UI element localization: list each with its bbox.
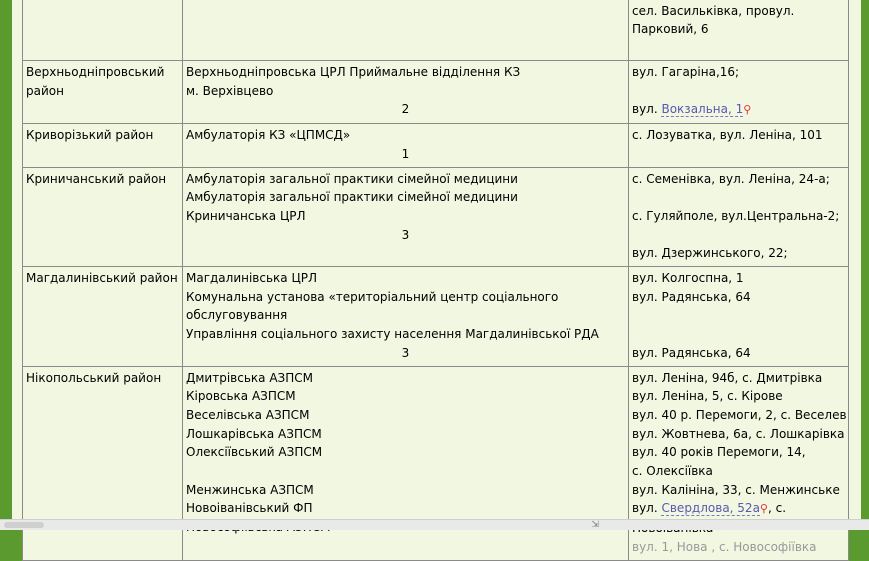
address-line: вул. 1, Нова , с. Новософіївка xyxy=(632,539,817,554)
institutions-cell xyxy=(183,0,629,61)
district-name: Верхньодніпровський район xyxy=(26,65,165,98)
institution-line: Магдалинівська ЦРЛ xyxy=(186,270,318,285)
table-row xyxy=(23,167,849,266)
table-row xyxy=(23,0,849,61)
institution-count: 2 xyxy=(401,102,410,117)
district-cell xyxy=(23,366,183,560)
institution-count: 3 xyxy=(401,227,410,242)
institution-line: обслуговування xyxy=(186,308,288,323)
institution-line: Управління соціального захисту населення Магдалинівської РДА xyxy=(186,327,599,342)
table-row xyxy=(23,266,849,366)
district-name: Криворізький район xyxy=(26,128,154,143)
address-line: вул. Леніна, 94б, с. Дмитрівка xyxy=(632,370,823,385)
address-line: с. Семенівка, вул. Леніна, 24-а; xyxy=(632,171,830,186)
address-cell xyxy=(629,61,849,124)
institution-line: Амбулаторія КЗ «ЦПМСД» xyxy=(186,128,351,143)
institutions-cell xyxy=(183,124,629,167)
institutions-cell xyxy=(183,266,629,366)
district-cell xyxy=(23,167,183,266)
address-line: с. Гуляйполе, вул.Центральна-2; xyxy=(632,208,840,223)
institution-line: Менжинська АЗПСМ xyxy=(186,482,314,497)
map-link[interactable]: Свердлова, 52а xyxy=(661,501,760,516)
address-line: сел. Васильківка, провул. xyxy=(632,3,795,18)
address-line: вул. Жовтнева, 6а, с. Лошкарівка xyxy=(632,426,845,441)
address-cell xyxy=(629,266,849,366)
address-line: вул. Леніна, 5, с. Кірове xyxy=(632,389,783,404)
address-line: вул. Дзержинського, 22; xyxy=(632,246,788,261)
address-line xyxy=(632,499,845,519)
map-pin-icon[interactable]: ⚲ xyxy=(759,502,768,516)
institution-line: Дмитрівська АЗПСМ xyxy=(186,370,313,385)
address-prefix: вул. xyxy=(632,501,662,516)
address-cell xyxy=(629,124,849,167)
address-line: вул. 40 р. Перемоги, 2, с. Веселев xyxy=(632,407,847,422)
address-line: вул. Радянська, 64 xyxy=(632,289,751,304)
institution-count: 3 xyxy=(401,345,410,360)
table-row xyxy=(23,61,849,124)
institution-line: Амбулаторія загальної практики сімейної медицини xyxy=(186,171,518,186)
table-row xyxy=(23,366,849,560)
address-cell xyxy=(629,167,849,266)
district-name: Нікопольський район xyxy=(26,370,162,385)
district-cell xyxy=(23,61,183,124)
institutions-cell xyxy=(183,366,629,560)
district-cell xyxy=(23,266,183,366)
institutions-cell xyxy=(183,61,629,124)
institution-line: Верхньодніпровська ЦРЛ Приймальне відділення КЗ xyxy=(186,65,521,79)
institution-line: Амбулаторія загальної практики сімейної медицини xyxy=(186,190,518,205)
address-line: Парковий, 6 xyxy=(632,22,709,37)
district-cell xyxy=(23,0,183,61)
address-line: вул. Гагаріна,16; xyxy=(632,65,740,79)
institution-line: Криничанська ЦРЛ xyxy=(186,208,306,223)
regions-table xyxy=(22,0,849,561)
institutions-cell xyxy=(183,167,629,266)
address-line: вул. Калініна, 33, с. Менжинське xyxy=(632,482,840,497)
district-name: Криничанський район xyxy=(26,171,167,186)
institution-line: Лошкарівська АЗПСМ xyxy=(186,426,322,441)
resize-grip-icon: ⇲ xyxy=(591,520,599,530)
map-link[interactable]: Вокзальна, 1 xyxy=(661,102,744,117)
address-prefix: вул. xyxy=(632,102,662,117)
institution-line: Кіровська АЗПСМ xyxy=(186,389,296,404)
district-cell xyxy=(23,124,183,167)
district-name: Магдалинівський район xyxy=(26,270,178,285)
address-cell xyxy=(629,366,849,560)
institution-count: 1 xyxy=(401,146,410,161)
document-page xyxy=(12,0,861,554)
address-line xyxy=(632,100,845,120)
institution-line: Олексіївський АЗПСМ xyxy=(186,445,323,460)
address-line: вул. Колгоспна, 1 xyxy=(632,270,744,285)
institution-line: Новоіванівський ФП xyxy=(186,501,313,516)
address-cell xyxy=(629,0,849,61)
address-line: с. Олексіївка xyxy=(632,464,713,479)
map-pin-icon[interactable]: ⚲ xyxy=(743,103,752,117)
institution-line: Комунальна установа «територіальний центр соціального xyxy=(186,289,559,304)
institution-line: Веселівська АЗПСМ xyxy=(186,407,310,422)
scrollbar-thumb[interactable] xyxy=(4,522,44,528)
address-line: с. Лозуватка, вул. Леніна, 101 xyxy=(632,128,823,143)
table-row xyxy=(23,124,849,167)
address-line: вул. Радянська, 64 xyxy=(632,345,751,360)
address-line: вул. 40 років Перемоги, 14, xyxy=(632,445,806,460)
address-suffix: , с. xyxy=(767,501,787,516)
horizontal-scrollbar[interactable] xyxy=(0,519,869,530)
institution-line: м. Верхівцево xyxy=(186,83,274,98)
